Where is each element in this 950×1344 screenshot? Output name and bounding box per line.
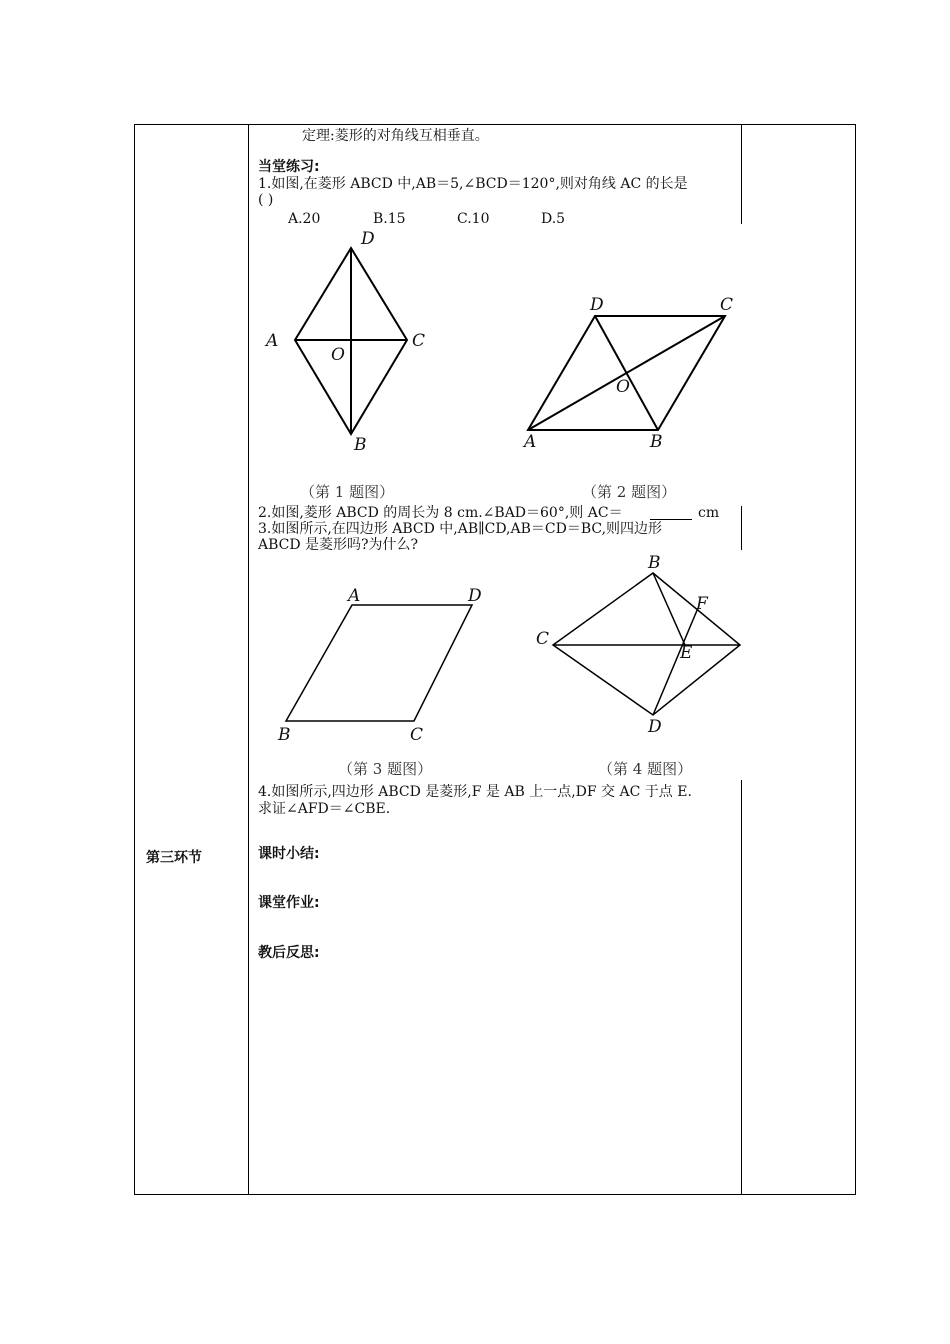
fig1-label-C: C — [412, 331, 426, 351]
question-1-line-2: ( ) — [258, 192, 274, 208]
fig2-label-B: B — [650, 432, 663, 452]
table-divider-2 — [741, 780, 742, 1195]
table-divider-1 — [248, 124, 249, 1195]
question-3-line-2: ABCD 是菱形吗?为什么? — [258, 537, 419, 553]
question-1-option: C.10 — [457, 211, 490, 227]
fig2-label-A: A — [524, 432, 537, 452]
fig4-label-F: F — [696, 594, 708, 614]
fig3-label-D: D — [468, 586, 482, 606]
figure-3-quadrilateral — [272, 584, 502, 784]
table-border-top — [134, 124, 856, 125]
question-1-option: D.5 — [541, 211, 566, 227]
table-border-right — [855, 124, 856, 1195]
question-4-line-1: 4.如图所示,四边形 ABCD 是菱形,F 是 AB 上一点,DF 交 AC 于点 E. — [258, 784, 692, 800]
answer-blank — [650, 519, 692, 520]
figure-1-rhombus — [258, 222, 458, 508]
fig3-label-B: B — [278, 725, 291, 745]
fig3-label-A: A — [348, 586, 361, 606]
fig4-label-D: D — [648, 717, 662, 737]
question-1-line-1: 1.如图,在菱形 ABCD 中,AB＝5,∠BCD＝120°,则对角线 AC 的长是 — [258, 176, 688, 192]
theorem-text: 定理:菱形的对角线互相垂直。 — [302, 128, 489, 144]
fig1-label-A: A — [266, 331, 279, 351]
question-4-line-2: 求证∠AFD＝∠CBE. — [258, 801, 391, 817]
fig4-label-B: B — [648, 553, 661, 573]
reflection-label: 教后反思: — [258, 945, 320, 961]
table-divider-2 — [741, 124, 742, 224]
fig2-label-C: C — [720, 295, 734, 315]
fig1-label-D: D — [361, 229, 375, 249]
homework-label: 课堂作业: — [258, 895, 320, 911]
fig4-label-E: E — [680, 643, 693, 663]
fig2-caption: （第 2 题图） — [582, 483, 677, 501]
figure-4-rhombus — [530, 552, 750, 784]
table-border-left — [134, 124, 135, 1195]
fig3-caption: （第 3 题图） — [338, 760, 433, 778]
figure-2-rhombus — [510, 286, 750, 508]
fig3-label-C: C — [410, 725, 424, 745]
question-2: 2.如图,菱形 ABCD 的周长为 8 cm.∠BAD＝60°,则 AC＝ — [258, 505, 623, 521]
fig4-caption: （第 4 题图） — [598, 760, 693, 778]
summary-label: 课时小结: — [258, 846, 320, 862]
fig1-caption: （第 1 题图） — [300, 483, 395, 501]
fig1-label-B: B — [354, 435, 367, 455]
practice-heading: 当堂练习: — [258, 159, 320, 175]
fig1-label-O: O — [331, 345, 345, 365]
question-1-option: A.20 — [288, 211, 321, 227]
fig4-label-C: C — [536, 629, 550, 649]
fig2-label-D: D — [590, 295, 604, 315]
question-1-option: B.15 — [373, 211, 406, 227]
question-2-unit: cm — [698, 505, 720, 521]
fig2-label-O: O — [616, 377, 630, 397]
section-label: 第三环节 — [146, 850, 202, 866]
table-border-bottom — [134, 1194, 856, 1195]
table-divider-2 — [741, 506, 742, 550]
question-3-line-1: 3.如图所示,在四边形 ABCD 中,AB∥CD,AB＝CD＝BC,则四边形 — [258, 521, 663, 537]
